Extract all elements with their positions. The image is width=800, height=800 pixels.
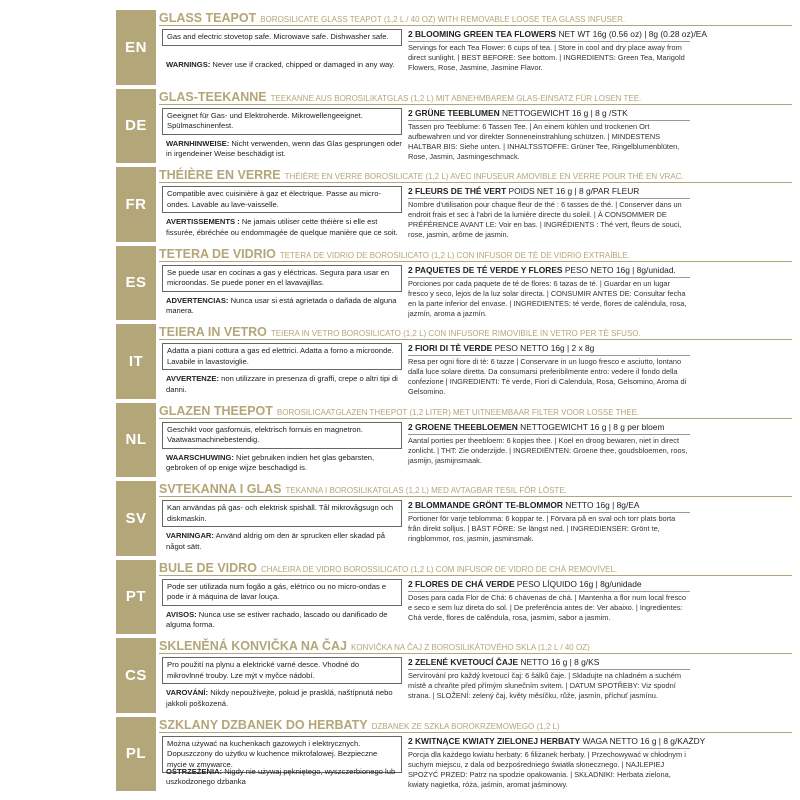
product-subtitle: TEEKANNE AUS BOROSILIKATGLAS (1,2 L) MIT ABNEHMBAREM GLAS-EINSATZ FÜR LOSEN TEE. xyxy=(270,93,642,103)
warning-text xyxy=(166,60,402,71)
warning-text xyxy=(166,610,402,631)
language-code-badge: ES xyxy=(116,246,156,321)
warning-text xyxy=(166,531,402,552)
language-code-badge: FR xyxy=(116,167,156,242)
product-subtitle: BOROSILICATE GLASS TEAPOT (1,2 L / 40 OZ) WITH REMOVABLE LOOSE TEA GLASS INFUSER. xyxy=(260,15,626,24)
warning-body: Nunca usar si está agrietada o dañada de alguna manera. xyxy=(166,295,397,315)
usage-box: Compatible avec cuisinière à gaz et électrique. Passe au micro-ondes. Lavable au lave-vaisselle. xyxy=(162,186,402,213)
section-title-row xyxy=(159,481,792,496)
usage-box: Pode ser utilizada num fogão a gás, elétrico ou no micro-ondas e pode ir à máquina de lavar louça. xyxy=(162,579,402,606)
tea-product-heading xyxy=(408,735,706,749)
warning-body: Ne jamais utiliser cette théière si elle est fissurée, ébréchée ou endommagée de quelque manière que ce soit. xyxy=(166,217,398,237)
product-subtitle: THÉIÈRE EN VERRE BOROSILICATE (1,2 L) AVEC INFUSEUR AMOVIBLE EN VERRE POUR THÉ EN VRAC. xyxy=(284,172,684,181)
tea-flower-info xyxy=(408,579,690,623)
usage-box: Pro použití na plynu a elektrické varné desce. Vhodné do mikrovlnné trouby. Lze mýt v myčce nádobí. xyxy=(162,657,402,684)
net-weight: PESO NETO 16g | 8g/unidad. xyxy=(564,264,676,275)
tea-flower-info xyxy=(408,343,690,397)
product-title: SVTEKANNA I GLAS xyxy=(159,482,282,496)
warning-label: WAARSCHUWING: xyxy=(166,452,234,462)
tea-product-title: 2 GROENE THEEBLOEMEN xyxy=(408,421,518,432)
net-weight: POIDS NET 16 g | 8 g/PAR FLEUR xyxy=(508,186,640,196)
tea-flower-info xyxy=(408,500,690,544)
net-weight: PESO LÍQUIDO 16g | 8g/unidade xyxy=(516,578,642,589)
warning-body: Nunca use se estiver rachado, lascado ou danificado de alguma forma. xyxy=(166,609,388,629)
tea-product-title: 2 FLEURS DE THÉ VERT xyxy=(408,186,507,196)
title-divider xyxy=(159,104,792,105)
net-weight: PESO NETTO 16g | 2 x 8g xyxy=(494,343,595,353)
tea-product-title: 2 ZELENÉ KVETOUCÍ ČAJE xyxy=(408,657,519,667)
tea-product-details: Porcja dla każdego kwiatu herbaty: 6 filiżanek herbaty. | Przechowywać w chłodnym i suchym miejscu, z dala od bezpośredniego światła słonecznego. | NAJLEPIEJ SPOŻYĆ PRZED: Patrz na spodzie opakowania. | SKŁADNIKI: Herbata zielona, kwiaty nagietka, róża, jaśmin, aromat jaśminowy. xyxy=(408,749,686,789)
usage-box: Gas and electric stovetop safe. Microwave safe. Dishwasher safe. xyxy=(162,29,402,46)
warning-body: non utilizzare in presenza di graffi, crepe o altri tipi di danni. xyxy=(166,374,398,394)
tea-product-details: Porciones por cada paquete de té de flores: 6 tazas de té. | Guardar en un lugar fresco y seco, lejos de la luz solar directa. | CONSUMIR ANTES DE: Consultar fecha en la parte inferior del envase. | INGREDIENTES: té verde, flores de caléndula, rosa, jazmín, aroma a jazmín. xyxy=(408,278,687,318)
net-weight: NETTO 16g | 8g/EA xyxy=(565,500,640,510)
product-subtitle: TEIERA IN VETRO BOROSILICATO (1,2 L) CON INFUSORE RIMOVIBILE IN VETRO PER TÈ SFUSO. xyxy=(270,329,641,338)
tea-product-details: Nombre d'utilisation pour chaque fleur de thé : 6 tasses de thé. | Conserver dans un endroit frais et sec à l'abri de la lumière directe du soleil. | À CONSOMMER DE PRÉFÉRENCE AVANT LE: Voir en bas. | INGRÉDIENTS : Thé vert, fleurs de souci, rose, jasmin, arôme de jasmin. xyxy=(408,200,682,239)
section-title-row xyxy=(159,403,792,418)
net-weight: NETTO 16 g | 8 g/KS xyxy=(520,657,600,667)
warning-body: Använd aldrig om den är sprucken eller skadad på något sätt. xyxy=(166,531,385,551)
warning-text xyxy=(166,688,402,709)
warning-body: Nicht verwenden, wenn das Glas gesprungen oder in irgendeiner Weise beschädigt ist. xyxy=(166,138,402,158)
warning-body: Nikdy nepoužívejte, pokud je prasklá, naštípnutá nebo jakkoli poškozená. xyxy=(166,688,393,708)
title-divider xyxy=(159,732,792,733)
language-code-badge: IT xyxy=(116,324,156,399)
product-title: GLASS TEAPOT xyxy=(159,11,257,25)
tea-flower-info xyxy=(408,657,690,701)
language-code-badge: EN xyxy=(116,10,156,85)
warning-body: Never use if cracked, chipped or damaged in any way. xyxy=(212,60,395,69)
tea-product-heading xyxy=(408,579,690,592)
warning-label: AVERTISSEMENTS : xyxy=(166,217,240,226)
usage-box: Kan användas på gas- och elektrisk spishäll. Tål mikrovågsugn och diskmaskin. xyxy=(162,500,402,527)
title-divider xyxy=(159,653,792,654)
net-weight: WAGA NETTO 16 g | 8 g/KAŻDY xyxy=(582,735,706,746)
usage-box: Geschikt voor gasfornuis, elektrisch fornuis en magnetron. Vaatwasmachinebestendig. xyxy=(162,422,402,449)
warning-body: Nigdy nie używaj pękniętego, wyszczerbionego lub uszkodzonego dzbanka xyxy=(166,766,396,786)
warning-text xyxy=(166,453,402,474)
product-title: GLAZEN THEEPOT xyxy=(159,403,273,418)
tea-product-title: 2 PAQUETES DE TÉ VERDE Y FLORES xyxy=(408,264,563,275)
warning-text xyxy=(166,296,402,317)
language-code-badge: NL xyxy=(116,403,156,478)
tea-product-heading xyxy=(408,657,690,670)
tea-product-details: Doses para cada Flor de Chá: 6 chávenas de chá. | Mantenha a flor num local fresco e seco e sem luz direta do sol. | De preferência antes de: Ver abaixo. | Ingredientes: Chá verde, flores de calêndula, rosa, jasmim, sabor a jasmim. xyxy=(408,592,686,622)
warning-label: WARNINGS: xyxy=(166,60,211,69)
product-title: BULE DE VIDRO xyxy=(159,560,257,575)
warning-label: OSTRZEŻENIA: xyxy=(166,766,223,776)
product-subtitle: BOROSILICAATGLAZEN THEEPOT (1,2 LITER) MET UITNEEMBAAR FILTER VOOR LOSSE THEE. xyxy=(276,407,640,417)
section-title-row xyxy=(159,324,792,339)
tea-flower-info xyxy=(408,29,707,73)
tea-product-heading xyxy=(408,186,690,199)
warning-body: Niet gebruiken indien het glas gebarsten, gebroken of op enige wijze beschadigd is. xyxy=(166,452,375,472)
warning-label: WARNHINWEISE: xyxy=(166,138,230,148)
tea-flower-info xyxy=(408,265,690,319)
tea-product-heading xyxy=(408,108,690,121)
tea-flower-info xyxy=(408,735,706,790)
section-title-row xyxy=(159,89,792,104)
tea-product-heading xyxy=(408,500,690,513)
tea-product-details: Portioner för varje teblomma: 6 koppar te. | Förvara på en sval och torr plats borta från direkt solljus. | BÄST FÖRE: Se längst ned. | INGREDIENSER: Grönt te, ringblommor, ros, jasmin, jasminsmak. xyxy=(408,514,676,543)
warning-label: AVISOS: xyxy=(166,609,197,619)
language-code-badge: DE xyxy=(116,89,156,164)
tea-product-details: Aantal porties per theebloem: 6 kopjes thee. | Koel en droog bewaren, niet in direct zonlicht. | THT: Zie onderzijde. | INGREDIËNTEN: Groene thee, goudsbloemen, roos, jasmijn, jasmijnsmaak. xyxy=(408,435,688,465)
tea-product-title: 2 GRÜNE TEEBLUMEN xyxy=(408,107,500,118)
title-divider xyxy=(159,182,792,183)
tea-product-heading xyxy=(408,343,690,356)
language-section-en xyxy=(0,10,800,87)
product-title: GLAS-TEEKANNE xyxy=(159,89,267,104)
language-section-cs xyxy=(0,638,800,715)
section-title-row xyxy=(159,246,792,261)
product-subtitle: DZBANEK ZE SZKŁA BOROKRZEMOWEGO (1,2 L) xyxy=(371,721,560,731)
product-subtitle: CHALEIRA DE VIDRO BOROSSILICATO (1,2 L) COM INFUSOR DE VIDRO DE CHÁ REMOVÍVEL. xyxy=(260,564,618,574)
product-subtitle: TEKANNA I BOROSILIKATGLAS (1,2 L) MED AVTAGBAR TESIL FÖR LÖSTE. xyxy=(285,486,567,495)
language-section-pt xyxy=(0,560,800,637)
tea-product-title: 2 FLORES DE CHÁ VERDE xyxy=(408,578,515,589)
tea-product-title: 2 BLOMMANDE GRÖNT TE-BLOMMOR xyxy=(408,500,563,510)
language-section-fr xyxy=(0,167,800,244)
warning-text xyxy=(166,217,402,238)
product-title: THÉIÈRE EN VERRE xyxy=(159,168,281,182)
language-code-badge: SV xyxy=(116,481,156,556)
section-title-row xyxy=(159,167,792,182)
title-divider xyxy=(159,575,792,576)
tea-product-heading xyxy=(408,29,707,42)
tea-flower-info xyxy=(408,422,690,466)
usage-box: Adatta a piani cottura a gas ed elettrici. Adatta a forno a microonde. Lavabile in lavastoviglie. xyxy=(162,343,402,370)
net-weight: NETTOGEWICHT 16 g | 8 g per bloem xyxy=(520,421,665,432)
language-section-es xyxy=(0,246,800,323)
tea-product-heading xyxy=(408,422,690,435)
section-title-row xyxy=(159,10,792,25)
usage-box: Se puede usar en cocinas a gas y eléctricas. Segura para usar en microondas. Se puede poner en el lavavajillas. xyxy=(162,265,402,292)
product-title: TETERA DE VIDRIO xyxy=(159,246,276,261)
usage-box: Można używać na kuchenkach gazowych i elektrycznych. Dopuszczony do użytku w kuchence mikrofalowej. Bezpieczne mycie w zmywarce. xyxy=(162,736,402,774)
usage-box: Geeignet für Gas- und Elektroherde. Mikrowellengeeignet. Spülmaschinenfest. xyxy=(162,108,402,135)
net-weight: NETTOGEWICHT 16 g | 8 g /STK xyxy=(502,107,628,118)
warning-text xyxy=(166,139,402,160)
language-section-pl xyxy=(0,717,800,794)
product-title: SKLENĚNÁ KONVIČKA NA ČAJ xyxy=(159,639,347,653)
tea-flower-info xyxy=(408,108,690,162)
tea-product-title: 2 BLOOMING GREEN TEA FLOWERS xyxy=(408,29,557,39)
tea-product-details: Resa per ogni fiore di tè: 6 tazze | Conservare in un luogo fresco e asciutto, lontano dalla luce solare diretta. Da consumarsi preferibilmente entro: vedere il fondo della confezione | INGREDIENTI: Tè verde, Fiori di Calendula, Rosa, Gelsomino, Aroma di Gelsomino. xyxy=(408,357,687,396)
warning-label: VARNINGAR: xyxy=(166,531,214,540)
language-code-badge: CS xyxy=(116,638,156,713)
warning-label: ADVERTENCIAS: xyxy=(166,295,229,305)
section-title-row xyxy=(159,638,792,653)
title-divider xyxy=(159,339,792,340)
tea-product-title: 2 FIORI DI TÈ VERDE xyxy=(408,343,493,353)
tea-product-details: Servings for each Tea Flower: 6 cups of tea. | Store in cool and dry place away from direct sunlight. | BEST BEFORE: See bottom. | INGREDIENTS: Green Tea, Marigold Flowers, Rose, Jasmine, Jasmine Flavor. xyxy=(408,43,685,72)
warning-text xyxy=(166,767,402,788)
product-subtitle: KONVIČKA NA ČAJ Z BOROSILIKÁTOVÉHO SKLA (1,2 L / 40 OZ) xyxy=(350,643,590,652)
tea-product-heading xyxy=(408,265,690,278)
warning-text xyxy=(166,374,402,395)
tea-product-title: 2 KWITNĄCE KWIATY ZIELONEJ HERBATY xyxy=(408,735,581,746)
language-code-badge: PT xyxy=(116,560,156,635)
title-divider xyxy=(159,261,792,262)
tea-flower-info xyxy=(408,186,690,240)
product-title: TEIERA IN VETRO xyxy=(159,325,267,339)
warning-label: AVVERTENZE: xyxy=(166,374,220,383)
title-divider xyxy=(159,496,792,497)
language-code-badge: PL xyxy=(116,717,156,792)
language-section-sv xyxy=(0,481,800,558)
net-weight: NET WT 16g (0.56 oz) | 8g (0.28 oz)/EA xyxy=(558,29,707,39)
language-section-it xyxy=(0,324,800,401)
product-title: SZKLANY DZBANEK DO HERBATY xyxy=(159,717,368,732)
product-subtitle: TETERA DE VIDRIO DE BOROSILICATO (1,2 L) CON INFUSOR DE TÉ DE VIDRIO EXTRAÍBLE. xyxy=(279,250,630,260)
language-section-nl xyxy=(0,403,800,480)
language-section-de xyxy=(0,89,800,166)
tea-product-details: Servírování pro každý kvetoucí čaj: 6 šálků čaje. | Skladujte na chladném a suchém místě a chraňte před přímým slunečním svitem. | DATUM SPOTŘEBY: Viz spodní strana. | SLOŽENÍ: zelený čaj, květy měsíčku, růže, jasmín, příchuť jasmínu. xyxy=(408,671,682,700)
section-title-row xyxy=(159,717,792,732)
title-divider xyxy=(159,25,792,26)
warning-label: VAROVÁNÍ: xyxy=(166,688,209,697)
tea-product-details: Tassen pro Teeblume: 6 Tassen Tee. | An einem kühlen und trockenen Ort aufbewahren und vor direkter Sonneneinstrahlung schützen. | MINDESTENS HALTBAR BIS: Siehe unten. | INHALTSSTOFFE: Grüner Tee, Ringelblumenblüten, Rose, Jasmin, Jasmingeschmack. xyxy=(408,121,680,161)
section-title-row xyxy=(159,560,792,575)
title-divider xyxy=(159,418,792,419)
